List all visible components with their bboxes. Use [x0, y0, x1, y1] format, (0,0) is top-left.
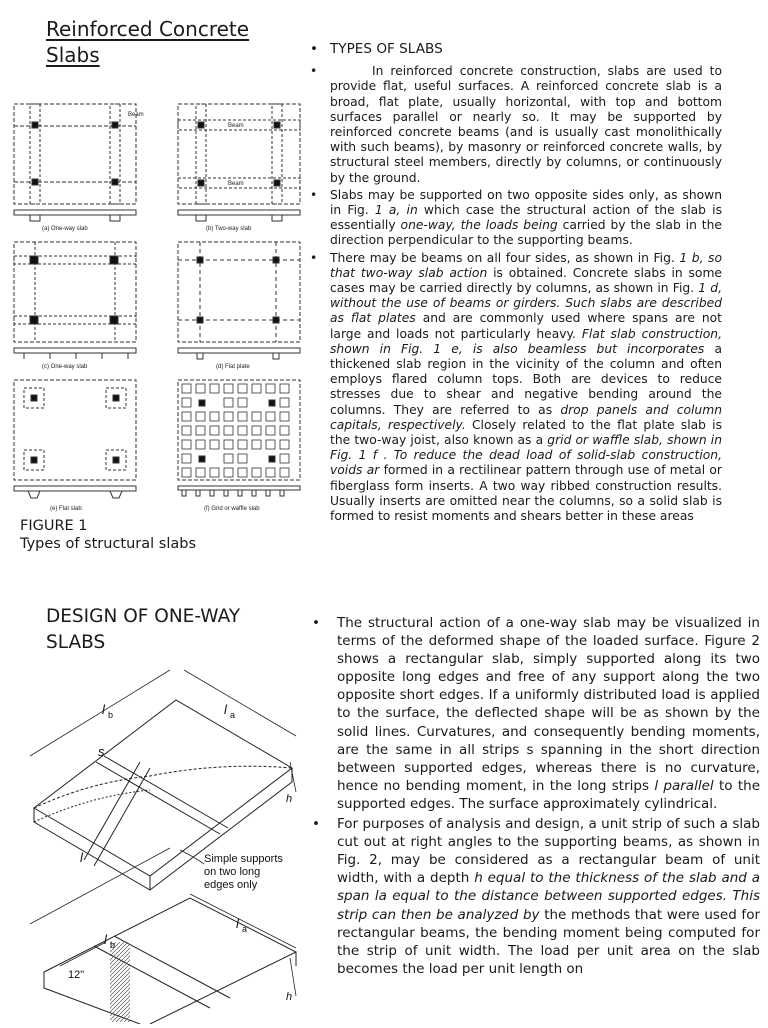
- list-item: • The structural action of a one-way slab may be visualized in terms of the deformed shape of the loaded surface. Figure 2 shows a rectangular slab, simply supported along its two opposite long edges and free of any support along the two opposite short edges. If a uniformly distributed load is applied to the surface, the deflected shape will be as shown by the solid lines. Curvatures, and consequently bending moments, are the same in all strips s spanning in the short direction between supported edges, whereas there is no curvature, hence no bending moment, in the long strips l parallel to the supported edges. The surface approximately cylindrical.: [312, 615, 761, 812]
- label-la-2-sub: a: [242, 924, 248, 934]
- list-item: • In reinforced concrete construction, slabs are used to provide flat, useful surfaces. A reinforced concrete slab is a broad, flat plate, usually horizontal, with top and bottom surfaces parallel or nearly so. It may be supported by reinforced concrete beams (and is usually cast monolithically with such beams), by masonry or reinforced concrete walls, by structural steel members, directly by columns, or continuously by the ground.: [310, 64, 722, 185]
- label-lb-2: l: [104, 932, 107, 947]
- supports-line-2: on two long: [204, 866, 261, 878]
- label-la: l: [224, 702, 227, 717]
- label-lb: l: [102, 702, 105, 717]
- label-lb-2-sub: b: [110, 940, 116, 950]
- caption-e: (e) Flat slab: [50, 506, 82, 512]
- label-s: s: [98, 744, 105, 759]
- figure-1-slab-types: [10, 100, 310, 520]
- label-la-2: l: [236, 916, 239, 931]
- panel-d-flat-plate: [178, 242, 300, 359]
- panel-c-one-way-slab: [14, 242, 136, 359]
- figure-2-one-way-slab-diagram: [20, 662, 310, 1024]
- panel-b-two-way-slab: [178, 104, 300, 221]
- caption-f: (f) Grid or waffle slab: [204, 506, 260, 512]
- caption-d: (d) Flat plate: [216, 364, 250, 370]
- list-item: • For purposes of analysis and design, a unit strip of such a slab cut out at right angles to the supporting beams, as shown in Fig. 2, may be considered as a rectangular beam of unit width, with a depth h equal to the thickness of the slab and a span la equal to the distance between supported edges. This strip can then be analyzed by the methods that were used for rectangular beams, the bending moment being computed for the strip of unit width. The load per unit area on the slab becomes the load per unit length on: [312, 816, 760, 977]
- caption-c: (c) One-way slab: [42, 364, 88, 370]
- supports-line-1: Simple supports: [204, 853, 283, 865]
- label-h-2: h: [286, 991, 293, 1003]
- label-la-sub: a: [230, 710, 236, 720]
- beam-label-b-top: Beam: [228, 123, 244, 129]
- list-item: • Slabs may be supported on two opposite sides only, as shown in Fig. 1 a, in which case the structural action of the slab is essentially one-way, the loads being carried by the slab in the direction perpendicular to the supporting beams.: [310, 187, 722, 248]
- panel-f-waffle-slab: [178, 380, 300, 496]
- figure-caption: [20, 517, 196, 553]
- figure-label: FIGURE 1: [20, 518, 88, 534]
- slab-types-bullet-list: [310, 42, 722, 526]
- label-l: l: [80, 850, 83, 865]
- panel-a-one-way-slab: [14, 104, 136, 221]
- beam-label-b-top: Beam: [128, 112, 144, 118]
- supports-line-3: edges only: [204, 879, 258, 891]
- label-lb-sub: b: [108, 710, 114, 720]
- section-title-slabs: Reinforced Concrete Slabs: [46, 17, 250, 67]
- panel-e-flat-slab: [14, 380, 136, 498]
- label-h: h: [286, 793, 293, 805]
- list-item: • There may be beams on all four sides, as shown in Fig. 1 b, so that two-way slab action is obtained. Concrete slabs in some cases may be carried directly by columns, as shown in Fig. 1 d, without the use of beams or girders. Such slabs are described as flat plates and are commonly used where spans are not large and loads not particularly heavy. Flat slab construction, shown in Fig. 1 e, is also beamless but incorporates a thickened slab region in the vicinity of the column and often employs flared column tops. Both are devices to reduce stresses due to shear and negative bending around the columns. They are referred to as drop panels and column capitals, respectively. Closely related to the flat plate slab is the two-way joist, also known as a grid or waffle slab, shown in Fig. 1 f . To reduce the dead load of solid-slab construction, voids ar formed in a rectilinear pattern through use of metal or fiberglass form inserts. A two way ribbed construction results. Usually inserts are omitted near the columns, so a solid slab is formed to resist moments and shears better in these areas: [310, 250, 723, 524]
- list-item: • TYPES OF SLABS: [310, 41, 443, 57]
- label-twelve-inch: 12": [68, 969, 85, 981]
- beam-label-b-bottom: Beam: [228, 181, 244, 187]
- figure-caption-text: Types of structural slabs: [20, 536, 197, 552]
- caption-b: (b) Two-way slab: [206, 226, 252, 232]
- one-way-slab-bullet-list: [312, 614, 760, 980]
- section-title-one-way-slabs: DESIGN OF ONE-WAY SLABS: [46, 606, 241, 653]
- caption-a: (a) One-way slab: [42, 226, 88, 232]
